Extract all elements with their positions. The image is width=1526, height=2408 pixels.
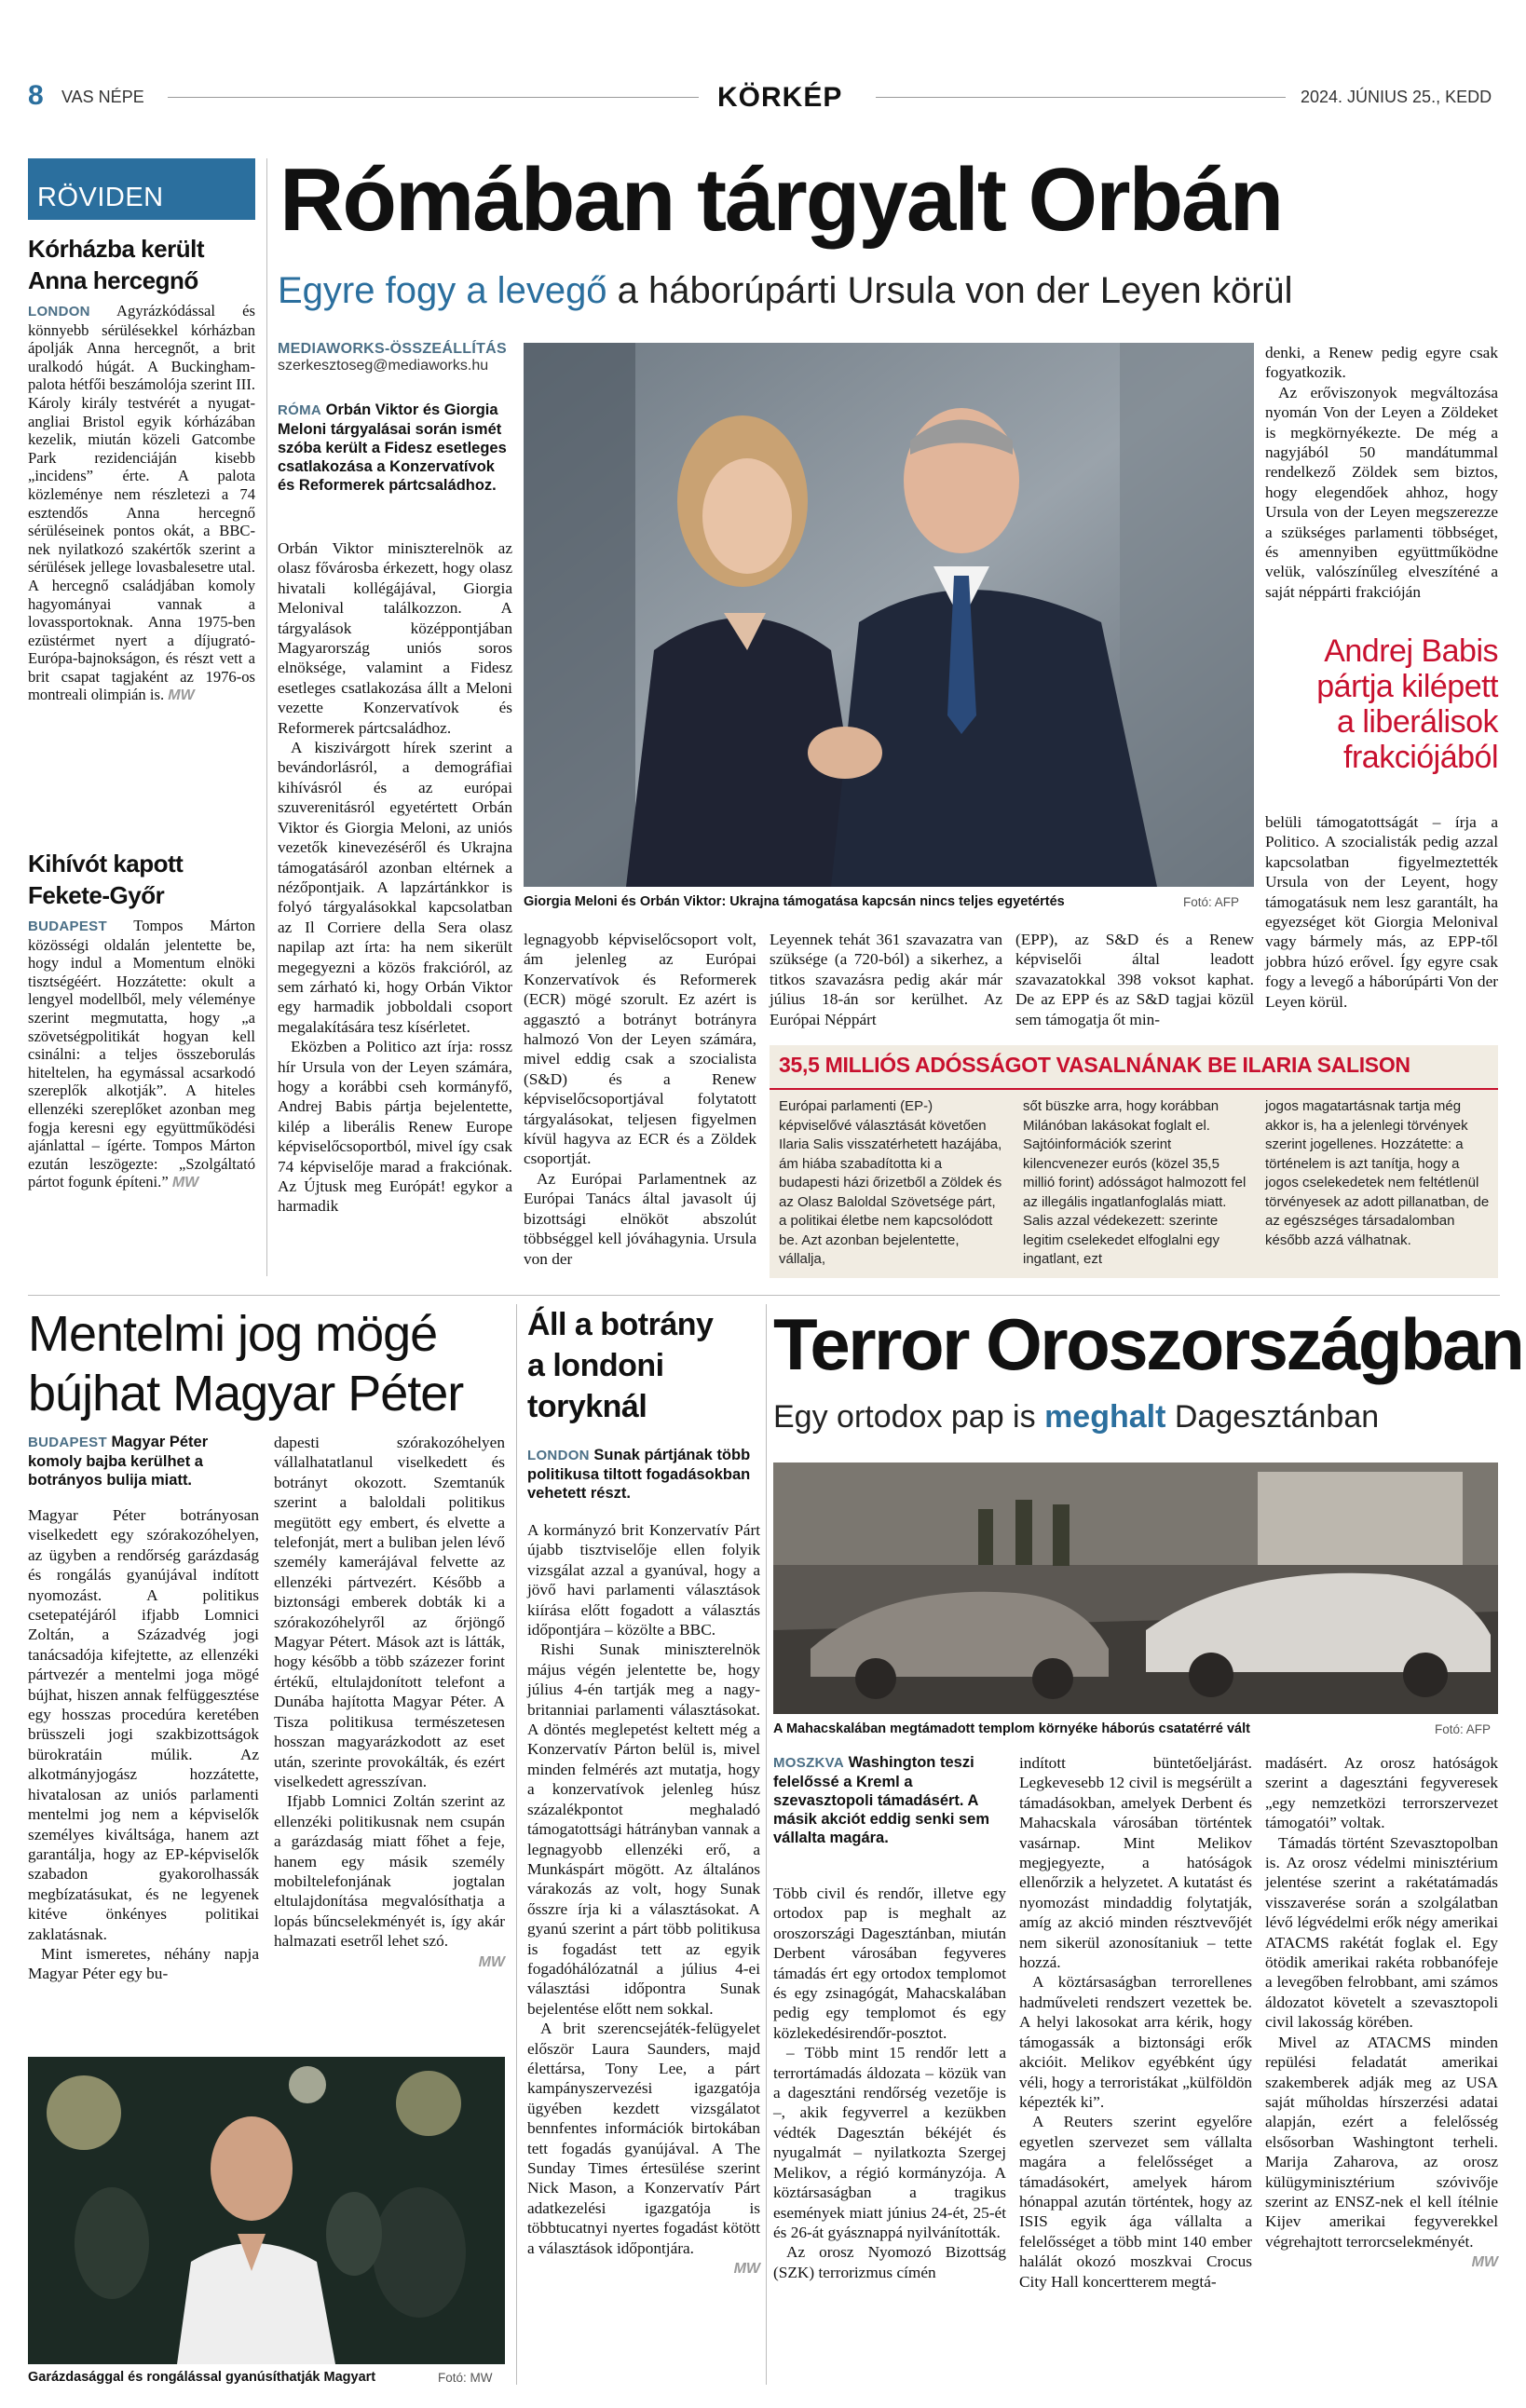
magyar-col-2 (274, 1433, 505, 1972)
main-photo-caption: Giorgia Meloni és Orbán Viktor: Ukrajna támogatása kapcsán nincs teljes egyetértés (524, 894, 1065, 909)
subhead-rest: a háborúpárti Ursula von der Leyen körül (606, 270, 1293, 311)
paragraph: A kiszivárgott hírek szerint a bevándorlásról, a demográfiai kihívásról és az európai szuverenitásról egyetértett Orbán Viktor és Giorgia Meloni, az uniós vezetők kinevezéséről és Ukrajna támogatásáról azonban eltérnek a nézőpontjaik. A lapzártánkkor is folyó tárgyalásokkal kapcsolatban az Il Corriere della Sera olasz napilap azt írta: ha nem sikerült megegyezni a közös frakcióról, az sem zárható ki, hogy Orbán Viktor egy harmadik jobboldali csoport megalakítására tesz kísérletet. (278, 739, 512, 1036)
roviden-item-title (28, 848, 255, 911)
dateline: LONDON (28, 304, 90, 320)
paragraph: Az Európai Parlamentnek az Európai Tanács által javasolt új bizottsági elnököt abszolút többséggel kell jóváhagynia. Ursula von der (524, 1169, 756, 1268)
salis-col-1: Európai parlamenti (EP-) képviselővé választását követően Ilaria Salis visszatérhetett hazájába, ám hiába szabadította ki a budapesti házi őrizetből a Zöldek és az Olasz Baloldal Szövetsége párt, a politikai életbe nem kapcsolódott be. Azt azonban bejelentette, vállalja, (779, 1098, 1002, 1267)
pullquote-line: frakciójából (1343, 740, 1498, 775)
headline-line-2: a londoni (527, 1348, 664, 1383)
paragraph: legnagyobb képviselőcsoport volt, ám jelenleg az Európai Konzervatívok és Reformerek (ECR) mögé szorult. Ez azért is aggasztó a botrányt botrányra halmozó Von der Leyen számára, mivel eddig csak a szocialista (S&D) és a Renew képviselőcsoportjával folytatott tárgyalásokat, teljesen figyelmen kívül hagyva az ECR és a Zöldek csoportját. (524, 931, 756, 1168)
column-rule (516, 1304, 517, 2385)
paragraph: Leyennek tehát 361 szavazatra van szüksége (a 720-ból) a sikerhez, a titkos szavazásra pedig akár már július 18-án sor kerülhet. Az Európai Néppárt (770, 931, 1002, 1028)
section-divider (28, 1295, 1500, 1296)
paragraph: A köztársaságban terrorellenes hadműveleti rendszert vezettek be. A helyi lakosokat arra kérik, hogy támogassák a biztonsági erők akcióit. Melikov egyébként úgy véli, hogy a terroristákat „külföldön képezték ki”. (1019, 1973, 1252, 2111)
section-title: KÖRKÉP (717, 82, 843, 113)
paragraph: Mivel az ATACMS minden repülési feladatát amerikai szakemberek adják meg az USA saját műholdas hírszerzési adatai alapján, ezért a felelősség elsősorban Washingtont terheli. Marija Zaharova, az orosz külügyminisztérium szóvivője szerint az ENSZ-nek el kell ítélnie Kijev amerikai fegyverekkel végrehajtott terrorcselekményét. (1265, 2033, 1498, 2251)
dateline: MOSZKVA (773, 1755, 844, 1771)
subhead-bold: Egyre fogy a levegő (278, 270, 607, 311)
magyar-headline (28, 1304, 463, 1423)
issue-date: 2024. JÚNIUS 25., KEDD (1301, 88, 1492, 106)
main-col-1 (278, 538, 512, 1321)
subhead-pre: Egy ortodox pap is (773, 1399, 1045, 1435)
paragraph: Rishi Sunak miniszterelnök május végén jelentette be, hogy július 4-én tartják meg a nagy-britanniai parlamenti választásokat. A döntés meglepetést keltett még a Konzervatív Párton belül is, mivel minden felmérés azt mutatja, hogy a konzervatívok jelenleg húsz százalékpontot meghaladó támogatottsági hátrányban vannak a legnagyobb ellenzéki erő, a Munkáspárt mögött. Az általános várakozás az volt, hogy Sunak ősszre írja ki a választásokat. A gyanú szerint a párt több politikusa is fogadást tett az egyik fogadóhálózatnál a július 4-ei választási időpontra Sunak bejelentése előtt nem sokkal. (527, 1640, 760, 2018)
paragraph: Orbán Viktor miniszterelnök az olasz fővárosba érkezett, hogy olasz hivatali kollégájával, Giorgia Melonival találkozzon. A tárgyalások középpontjában Magyarország uniós soros elnöksége, valamint a Fidesz esetleges csatlakozása állt a Meloni vezette Konzervatívok és Reformerek pártcsaládhoz. (278, 539, 512, 737)
main-col-5a (1265, 343, 1498, 602)
salis-box-title-rule (770, 1088, 1498, 1090)
paragraph: belüli támogatottságát – írja a Politico. A szocialisták pedig azzal kapcsolatban figyelmeztették Ursula von der Leyent, hogy támogatásuk nem lesz garantált, ha egyezséget köt Giorgia Melonival vagy bármely más, az EPP-től jobbra húzó erővel. Így egyre csak fogy a levegő a háborúpárti Von der Leyen körül. (1265, 813, 1498, 1011)
roviden-label (28, 158, 255, 220)
column-rule (766, 1304, 767, 2385)
subhead-post: Dagesztánban (1165, 1399, 1380, 1435)
dateline: BUDAPEST (28, 1435, 107, 1450)
paragraph: Eközben a Politico azt írja: rossz hír Ursula von der Leyen számára, hogy a korábbi cseh kormányfő, Andrej Babis pártja bejelentette, kilép a liberális Renew Europe képviselőcsoportból, mivel így csak 74 képviselője marad a frakciónak. Az Újtusk meg Európát! egykor a harmadik (278, 1038, 512, 1216)
terror-subhead (773, 1399, 1379, 1435)
headline-line-3: toryknál (527, 1389, 647, 1424)
paragraph: denki, a Renew pedig egyre csak fogyatkozik. (1265, 344, 1498, 382)
paragraph: madásért. Az orosz hatóságok szerint a dagesztáni fegyveresek „egy nemzetközi terrorszervezet támogatói” voltak. (1265, 1754, 1498, 1832)
salis-col-3: jogos magatartásnak tartja még akkor is, ha a jelenlegi törvények szerint jogellenes. Hozzátette: a történelem is azt tanítja, hogy a jogos cselekedetek nem feltétlenül törvényesek az adott pillanatban, de az egészséges társadalomban később azzá válhatnak. (1265, 1098, 1490, 1248)
lead-paragraph (278, 401, 512, 495)
magyar-lead (28, 1433, 259, 1490)
header-rule-left (168, 97, 699, 98)
paragraph: dapesti szórakozóhelyen vállalhatatlanul viselkedett és botrányt okozott. Szemtanúk szerint a baloldali politikus megütött egy embert, és elvette a telefonját, mert a buliban jelen lévő személy kamerájával felvette az ellenzéki pártvezért. Később a biztonsági emberek dobták ki a szórakozóhelyről az őrjöngő Magyar Pétert. Mások azt is látták, hogy később a több százezer forint értékű, eltulajdonított telefont a Dunába hajította Magyar Péter. A Tisza politikusa természetesen hosszan magyarázkodott az eset után, szerinte provokálták, és ezért viselkedett agresszívan. (274, 1434, 505, 1790)
paragraph: (EPP), az S&D és a Renew képviselői által leadott szavazatokkal 398 voksot kaphat. De az EPP és az S&D tagjai közül sem támogatja őt min- (1015, 931, 1254, 1028)
main-col-3 (770, 930, 1002, 1028)
paragraph: Támadás történt Szevasztopolban is. Az orosz védelmi minisztérium jelentése szerint a rakétatámadás visszaverése során a szolgálatban lévő légvédelmi erők négy amerikai ATACMS rakétát foglak el. Egy ötödik amerikai rakéta robbanófeje a levegőben felrobbant, ami számos áldozatot követelt a szevasztopoli civil lakosság körében. (1265, 1833, 1498, 2032)
roviden-item-title (28, 233, 255, 296)
dateline: BUDAPEST (28, 918, 107, 934)
body-text: Tompos Márton közösségi oldalán jelentette be, hogy indul a Momentum elnöki tisztségéért. Hozzátette: okult a lengyel modellből, mely véleménye szerint megmutatta, hogy „a szövetségpolitikát hogyan kell csinálni: a teljes összeborulás hiteltelen, ha egymással acsarkodó szereplők alkotják”. A hiteles ellenzéki szereplőket azonban meg fogja keresni egy együttműködési ajánlattal – ígérte. Tompos Márton ezután leszögezte: „Szolgáltató pártot fogunk építeni.” (28, 917, 255, 1191)
roviden-item-anna (28, 233, 255, 705)
main-photo (524, 343, 1254, 887)
dateline: RÓMA (278, 402, 322, 418)
title-line-1: Kórházba került (28, 235, 204, 263)
author-sign: MW (478, 1953, 505, 1970)
meloni-orban-photo (524, 343, 1254, 887)
pullquote-line: Andrej Babis (1324, 633, 1498, 669)
burned-cars-photo (773, 1462, 1498, 1714)
author-sign: MW (171, 1175, 199, 1191)
paragraph: A brit szerencsejáték-felügyelet először Laura Saunders, majd élettársa, Tony Lee, a párt kampányszervezési igazgatója ügyében kezdett vizsgálatot bennfentes információk birtokában tett fogadás gyanújával. A The Sunday Times értesülése szerint Nick Mason, a Konzervatív Párt adatkezelési igazgatója is többtucatnyi nyertes fogadást kötött a választások időpontjára. (527, 2020, 760, 2257)
salis-box (770, 1045, 1498, 1278)
terror-photo-credit: Fotó: AFP (1435, 1722, 1492, 1736)
main-byline (278, 341, 511, 374)
lead-text: Washington teszi felelőssé a Kreml a szevasztopoli támadásért. A másik akciót eddig senki sem vállalta magára. (773, 1754, 990, 1846)
paragraph: Az erőviszonyok megváltozása nyomán Von der Leyen a Zöldeket is megkörnyékezte. De még a nagyjából 50 mandátummal rendelkező Zöldek sem biztos, hogy elegendőek ahhoz, hogy Ursula von der Leyen megszerezze a szükséges parlamenti többséget, és amennyiben együttműködne velük, valószínűleg elveszíténé a saját néppárti frakcióján (1265, 383, 1498, 601)
header-rule-right (876, 97, 1286, 98)
title-line-2: Anna hercegnő (28, 266, 198, 294)
terror-col-3 (1265, 1753, 1498, 2273)
headline-line-1: Áll a botrány (527, 1307, 714, 1342)
lead-text: Orbán Viktor és Giorgia Meloni tárgyalásai során ismét szóba került a Fidesz esetleges csatlakozása a Konzervatívok és Reformerek pártcsaládhoz. (278, 401, 507, 494)
author-sign: MW (168, 687, 195, 704)
london-lead (527, 1446, 760, 1503)
main-col-2 (524, 930, 756, 1321)
salis-col-2: sőt büszke arra, hogy korábban Milánóban lakásokat foglalt el. Sajtóinformációk szerint kilencvenezer eurós (közel 35,5 millió forint) adósságot halmozott fel az illegális ingatlanfoglalás miatt. Salis azzal védekezett: szerinte legitim cselekedet elfoglalni egy ingatlant, ezt (1023, 1098, 1247, 1267)
paragraph: A Reuters szerint egyelőre egyetlen szervezet sem vállalta magára a felelősséget a támadásokért, amelyek három hónappal azután történtek, hogy az ISIS egyik ága vállalta a felelősséget a több mint 140 ember halálát okozó moszkvai Crocus City Hall koncertterem megtá- (1019, 2113, 1252, 2291)
main-subhead (278, 270, 1293, 312)
terror-photo (773, 1462, 1498, 1714)
paragraph: Mint ismeretes, néhány napja Magyar Péter egy bu- (28, 1944, 259, 1983)
magyar-peter-photo (28, 2057, 505, 2364)
terror-col-1 (773, 1884, 1006, 2282)
paper-name: VAS NÉPE (61, 88, 144, 106)
dateline: LONDON (527, 1448, 590, 1463)
headline-line-2: bújhat Magyar Péter (28, 1366, 464, 1422)
paragraph: – Több mint 15 rendőr lett a terrortámadás áldozata – közük van a dagesztáni rendőrség vezetője is –, akik fegyverrel a kezükben védték Dagesztán békéjét és nyugalmát – nyilatkozta Szergej Melikov, a régió kormányzója. A köztársaságban a tragikus események miatt június 24-ét, 25-ét és 26-át gyásznappá nyilvánították. (773, 2044, 1006, 2241)
lead-text: Sunak pártjának több politikusa tiltott fogadásokban vehetett részt. (527, 1447, 751, 1502)
author-sign: MW (733, 2261, 760, 2278)
roviden-item-feketegyor (28, 848, 255, 1192)
roviden-label-text: RÖVIDEN (37, 183, 164, 212)
magyar-photo-credit: Fotó: MW (438, 2371, 493, 2385)
terror-photo-caption: A Mahacskalában megtámadott templom környéke háborús csatatérré vált (773, 1721, 1250, 1736)
london-body (527, 1520, 760, 2279)
subhead-bold: meghalt (1044, 1399, 1166, 1435)
title-line-1: Kihívót kapott (28, 850, 184, 877)
page-header (28, 78, 1500, 116)
byline: MEDIAWORKS-ÖSSZEÁLLÍTÁS (278, 341, 508, 357)
roviden-item-body (28, 917, 255, 1192)
paragraph: indított büntetőeljárást. Legkevesebb 12 civil is megsérült a támadásokban, amelyek Derbent és Mahacskala városában történtek vasárnap. Mint Melikov megjegyezte, a hatóságok ellenőrzik a helyzetet. A kutatást és nyomozást mindaddig folytatják, amíg az akció minden résztvevőjét nem sikerül azonosítaniuk – tette hozzá. (1019, 1754, 1252, 1972)
terror-headline: Terror Oroszországban (773, 1303, 1523, 1385)
lead-text: Magyar Péter komoly bajba kerülhet a botrányos bulija miatt. (28, 1434, 209, 1489)
main-col-5c (1265, 812, 1498, 1012)
paragraph: Az orosz Nyomozó Bizottság (SZK) terrorizmus címén (773, 2243, 1006, 2281)
page-number: 8 (28, 80, 44, 111)
paragraph: Magyar Péter botrányosan viselkedett egy szórakozóhelyen, az ügyben a rendőrség garázdaság és rongálás gyanújával indított nyomozást. A politikus csetepatéjáról ifjabb Lomnici Zoltán, a Századvég jogi tanácsadója kifejtette, az ellenzéki pártvezér a mentelmi joga mögé bújhat, hiszen annak felfüggesztése egy hosszas procedúra keretében brüsszeli jogi szakbizottságok bürokratáin múlik. Az alkotmányjogász hozzátette, hivatalosan az uniós parlamenti mentelmi jog nem a képviselők személyes kiváltsága, hanem azt garantálja, hogy az EP-képviselők szabadon gyakorolhassák megbízatásukat, és ne legyenek kitéve önkényes politikai zaklatásnak. (28, 1506, 259, 1943)
roviden-item-body (28, 302, 255, 705)
main-lead (278, 401, 512, 495)
magyar-photo (28, 2057, 505, 2364)
title-line-2: Fekete-Győr (28, 881, 165, 909)
pullquote-line: pártja kilépett (1316, 669, 1498, 704)
terror-lead (773, 1753, 1006, 1847)
body-text: Agyrázkódással és könnyebb sérülésekkel kórházban ápolják Anna hercegnőt, a brit uralkodó húgát. A Buckingham-palota hétfői beszámolója szerint III. Károly király testvérét a nyugat-angliai Bristol egyik kórházában kezelik, miután közeli Gatcombe Park rezidenciáján kisebb „incidens” érte. A palota közleménye nem részletezi a 74 esztendős Anna hercegnő sérüléseinek pontos okát, a BBC-nek nyilatkozó szakértők szerint a sérülések jellege lovasbalesetre utal. A hercegnő családjában komoly hagyományai vannak a lovassportoknak. Anna 1975-ben ezüstérmet nyert a díjugrató-Európa-bajnokságon, és részt vett a brit csapat tagjaként az 1976-os montreali olimpián is. (28, 302, 256, 704)
pullquote-line: a liberálisok (1336, 704, 1498, 740)
author-sign: MW (1471, 2254, 1498, 2271)
paragraph: Ifjabb Lomnici Zoltán szerint az ellenzéki politikusnak nem csupán a garázdaság miatt főhet a feje, hanem egy másik személy mobiltelefonjának jogtalan eltulajdonítása megvalósíthatja a lopás bűncselekményét is, így akár halmazati esetről lehet szó. (274, 1792, 505, 1951)
magyar-col-1 (28, 1505, 259, 2046)
byline-email: szerkesztoseg@mediaworks.hu (278, 358, 489, 374)
main-headline: Rómában tárgyalt Orbán (279, 150, 1283, 250)
column-rule (266, 158, 267, 1276)
london-headline (527, 1304, 713, 1427)
magyar-photo-caption: Garázdasággal és rongálással gyanúsíthatják Magyart (28, 2370, 376, 2385)
paragraph: Több civil és rendőr, illetve egy ortodox pap is meghalt az oroszországi Dagesztánban, miután Derbent városában fegyveres támadás ért egy ortodox templomot és egy zsinagógát, Mahacskalában pedig egy templomot és egy közlekedésirendőr-posztot. (773, 1884, 1006, 2042)
main-photo-credit: Fotó: AFP (1183, 895, 1240, 909)
salis-box-title: 35,5 MILLIÓS ADÓSSÁGOT VASALNÁNAK BE ILARIA SALISON (779, 1053, 1410, 1077)
headline-line-1: Mentelmi jog mögé (28, 1306, 438, 1362)
paragraph: A kormányzó brit Konzervatív Párt újabb tisztviselője ellen folyik vizsgálat azzal a gyanúval, hogy a jövő havi parlamenti választások kiírása előtt fogadott a választás időpontjára – közölte a BBC. (527, 1521, 760, 1639)
pullquote (1265, 633, 1498, 775)
terror-col-2 (1019, 1753, 1252, 2292)
main-col-4 (1015, 930, 1254, 1028)
